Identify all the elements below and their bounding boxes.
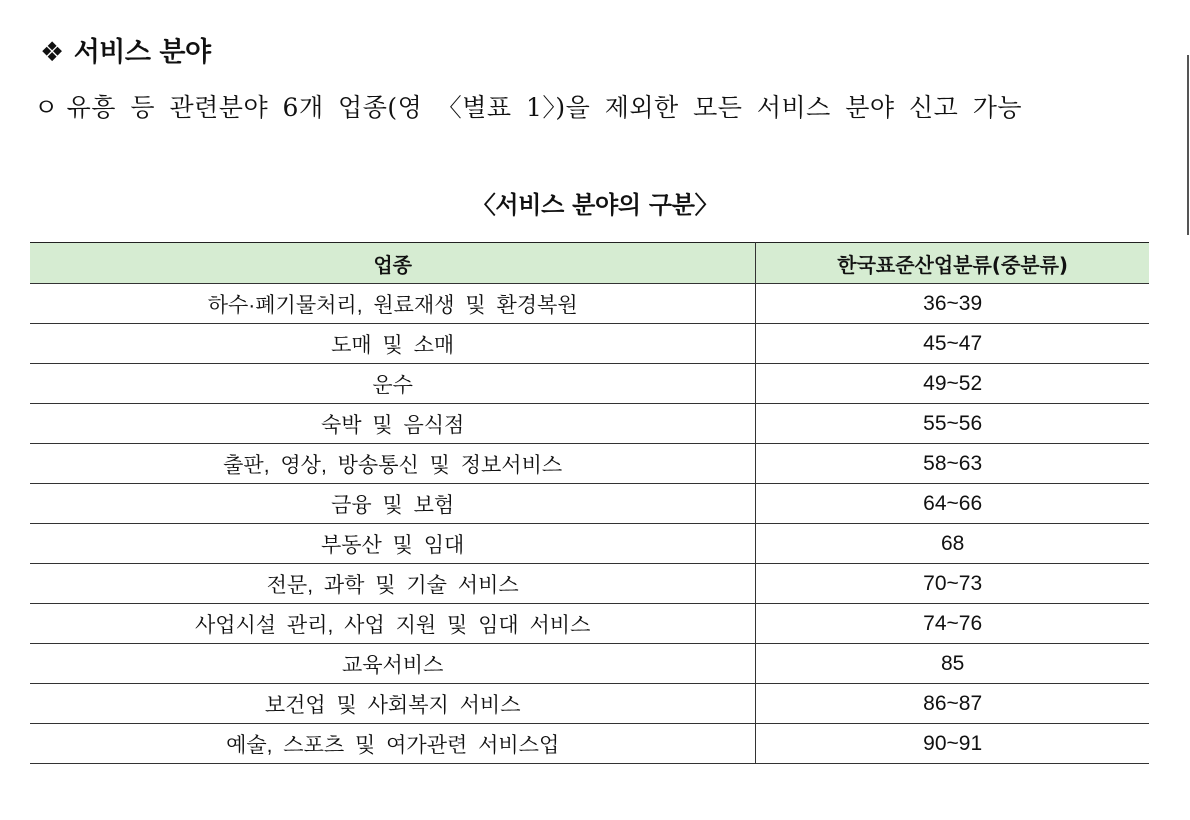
code-cell: 45~47 bbox=[756, 324, 1149, 364]
code-cell: 55~56 bbox=[756, 404, 1149, 444]
description-line bbox=[34, 88, 1022, 124]
code-cell: 49~52 bbox=[756, 364, 1149, 404]
table-row bbox=[30, 284, 1149, 324]
table-row bbox=[30, 644, 1149, 684]
code-cell: 68 bbox=[756, 524, 1149, 564]
industry-cell: 보건업 및 사회복지 서비스 bbox=[30, 684, 756, 724]
service-category-table bbox=[30, 242, 1149, 764]
industry-cell: 부동산 및 임대 bbox=[30, 524, 756, 564]
table-header-row bbox=[30, 243, 1149, 284]
circle-bullet-icon: ㅇ bbox=[34, 93, 59, 122]
table-row bbox=[30, 324, 1149, 364]
industry-cell: 예술, 스포츠 및 여가관련 서비스업 bbox=[30, 724, 756, 764]
code-cell: 90~91 bbox=[756, 724, 1149, 764]
code-cell: 64~66 bbox=[756, 484, 1149, 524]
header-industry: 업종 bbox=[30, 243, 756, 284]
table-row bbox=[30, 404, 1149, 444]
industry-cell: 하수·폐기물처리, 원료재생 및 환경복원 bbox=[30, 284, 756, 324]
code-cell: 74~76 bbox=[756, 604, 1149, 644]
industry-cell: 전문, 과학 및 기술 서비스 bbox=[30, 564, 756, 604]
table-row bbox=[30, 364, 1149, 404]
industry-cell: 도매 및 소매 bbox=[30, 324, 756, 364]
table-row bbox=[30, 724, 1149, 764]
section-heading-text: 서비스 분야 bbox=[73, 37, 211, 68]
table-row bbox=[30, 684, 1149, 724]
section-heading bbox=[40, 30, 211, 69]
code-cell: 36~39 bbox=[756, 284, 1149, 324]
table-row bbox=[30, 444, 1149, 484]
description-text: 유흥 등 관련분야 6개 업종(영 〈별표 1〉)을 제외한 모든 서비스 분야 신고 가능 bbox=[66, 93, 1023, 122]
header-ksic-code: 한국표준산업분류(중분류) bbox=[756, 243, 1149, 284]
code-cell: 58~63 bbox=[756, 444, 1149, 484]
table-row bbox=[30, 484, 1149, 524]
code-cell: 85 bbox=[756, 644, 1149, 684]
industry-cell: 교육서비스 bbox=[30, 644, 756, 684]
table-row bbox=[30, 524, 1149, 564]
industry-cell: 운수 bbox=[30, 364, 756, 404]
industry-cell: 금융 및 보험 bbox=[30, 484, 756, 524]
industry-cell: 숙박 및 음식점 bbox=[30, 404, 756, 444]
industry-cell: 사업시설 관리, 사업 지원 및 임대 서비스 bbox=[30, 604, 756, 644]
diamond-bullet-icon: ❖ bbox=[40, 37, 64, 68]
table-row bbox=[30, 564, 1149, 604]
industry-cell: 출판, 영상, 방송통신 및 정보서비스 bbox=[30, 444, 756, 484]
table-row bbox=[30, 604, 1149, 644]
code-cell: 86~87 bbox=[756, 684, 1149, 724]
code-cell: 70~73 bbox=[756, 564, 1149, 604]
table-title: 〈서비스 분야의 구분〉 bbox=[471, 191, 719, 219]
